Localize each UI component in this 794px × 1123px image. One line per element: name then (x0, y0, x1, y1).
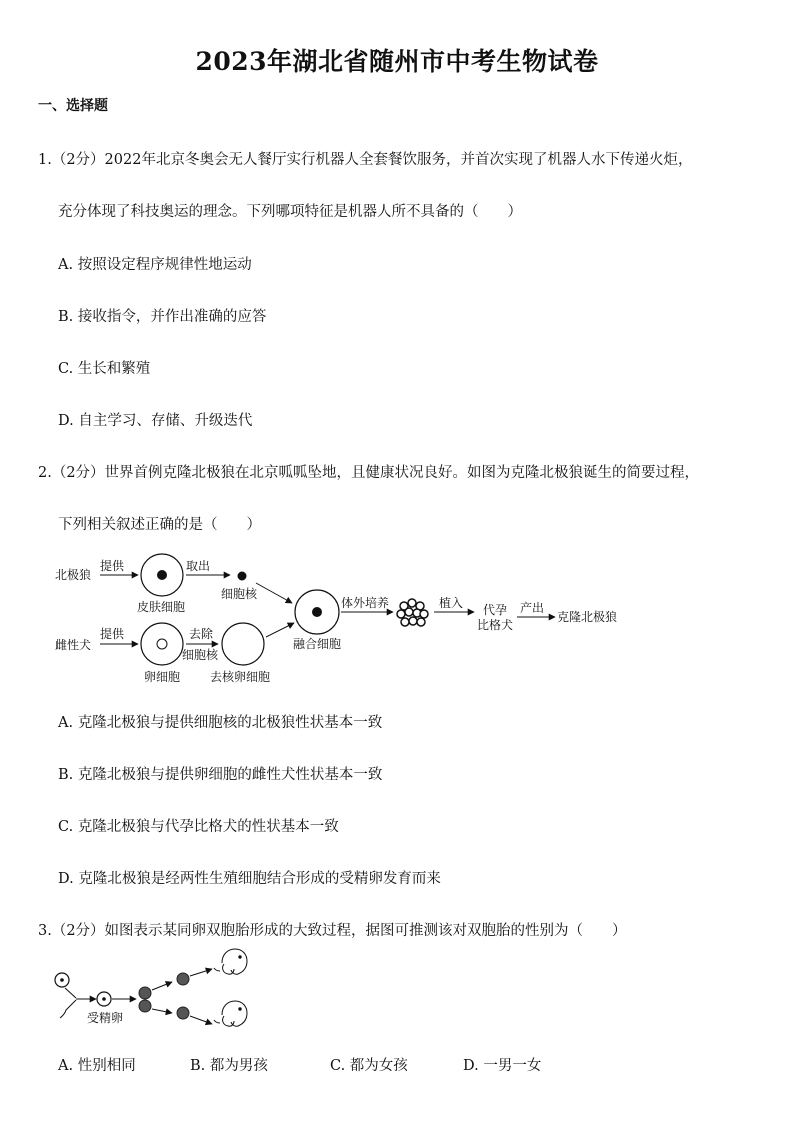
q1-stem-line2: 充分体现了科技奥运的理念。下列哪项特征是机器人所不具备的（ ） (58, 204, 522, 220)
label-skin-cell: 皮肤细胞 (137, 600, 186, 614)
label-culture: 体外培养 (341, 596, 390, 610)
cloning-process-diagram (0, 545, 794, 695)
arrow-split-bottom (152, 1009, 172, 1013)
embryo-cell-bottom (177, 1007, 189, 1019)
early-embryo (397, 599, 428, 626)
arrow-egg-to-fusion (266, 623, 294, 637)
enucleated-egg-cell (222, 623, 264, 665)
q3-option-c: C. 都为女孩 (330, 1058, 408, 1074)
q2-option-b: B. 克隆北极狼与提供卵细胞的雌性犬性状基本一致 (58, 767, 383, 783)
label-provide-1: 提供 (100, 559, 125, 573)
label-implant: 植入 (439, 596, 464, 610)
label-take-out: 取出 (186, 559, 211, 573)
label-remove-nucleus: 细胞核 (182, 648, 219, 662)
egg-cell-nucleus (157, 639, 167, 649)
label-zygote: 受精卵 (87, 1011, 124, 1025)
label-surrogate-2: 比格犬 (477, 618, 514, 632)
label-clone: 克隆北极狼 (557, 610, 618, 624)
label-dog: 雌性犬 (55, 638, 92, 652)
label-wolf: 北极狼 (55, 568, 92, 582)
q2-stem-line1: 2.（2分）世界首例克隆北极狼在北京呱呱坠地，且健康状况良好。如图为克隆北极狼诞生的简要过程， (38, 465, 700, 481)
q1-option-d: D. 自主学习、存储、升级迭代 (58, 413, 253, 429)
arrow-to-fetus-top (190, 969, 212, 976)
q2-option-c: C. 克隆北极狼与代孕比格犬的性状基本一致 (58, 819, 339, 835)
fertilization-line-top (65, 988, 76, 998)
fetus-top-icon (214, 949, 247, 974)
q1-option-a: A. 按照设定程序规律性地运动 (58, 257, 252, 273)
q3-option-d: D. 一男一女 (463, 1058, 542, 1074)
exam-title: 2023年湖北省随州市中考生物试卷 (195, 47, 599, 76)
two-cell-stage-top (139, 987, 151, 999)
q2-stem-line2: 下列相关叙述正确的是（ ） (58, 517, 261, 533)
q1-option-c: C. 生长和繁殖 (58, 361, 151, 377)
arrow-to-fetus-bottom (190, 1016, 212, 1024)
label-fused-cell: 融合细胞 (293, 637, 342, 651)
sperm-icon (60, 1000, 76, 1018)
label-remove: 去除 (189, 627, 214, 641)
q2-option-d: D. 克隆北极狼是经两性生殖细胞结合形成的受精卵发育而来 (58, 871, 441, 887)
q1-stem-line1: 1.（2分）2022年北京冬奥会无人餐厅实行机器人全套餐饮服务，并首次实现了机器人水下传递火炬， (38, 152, 693, 168)
embryo-cell-top (177, 973, 189, 985)
label-enucleated-egg: 去核卵细胞 (210, 670, 271, 684)
arrow-nucleus-to-fusion (256, 583, 292, 603)
twin-formation-diagram (0, 945, 794, 1040)
q3-stem: 3.（2分）如图表示某同卵双胞胎形成的大致过程，据图可推测该对双胞胎的性别为（ ） (38, 923, 627, 939)
q3-options (58, 1054, 541, 1075)
isolated-nucleus (238, 572, 247, 581)
label-surrogate-1: 代孕 (483, 603, 508, 617)
label-egg-cell: 卵细胞 (144, 670, 181, 684)
label-nucleus: 细胞核 (221, 587, 258, 601)
two-cell-stage-bottom (139, 1000, 151, 1012)
q2-option-a: A. 克隆北极狼与提供细胞核的北极狼性状基本一致 (58, 715, 383, 731)
q3-option-a: A. 性别相同 (58, 1058, 136, 1074)
section-heading: 一、选择题 (38, 98, 108, 114)
fetus-bottom-icon (214, 1001, 247, 1026)
label-produce: 产出 (520, 601, 545, 615)
q3-option-b: B. 都为男孩 (190, 1058, 268, 1074)
q1-option-b: B. 接收指令，并作出准确的应答 (58, 309, 267, 325)
fused-cell-nucleus (312, 607, 322, 617)
label-provide-2: 提供 (100, 627, 125, 641)
skin-cell-nucleus (157, 570, 167, 580)
arrow-split-top (152, 982, 172, 990)
